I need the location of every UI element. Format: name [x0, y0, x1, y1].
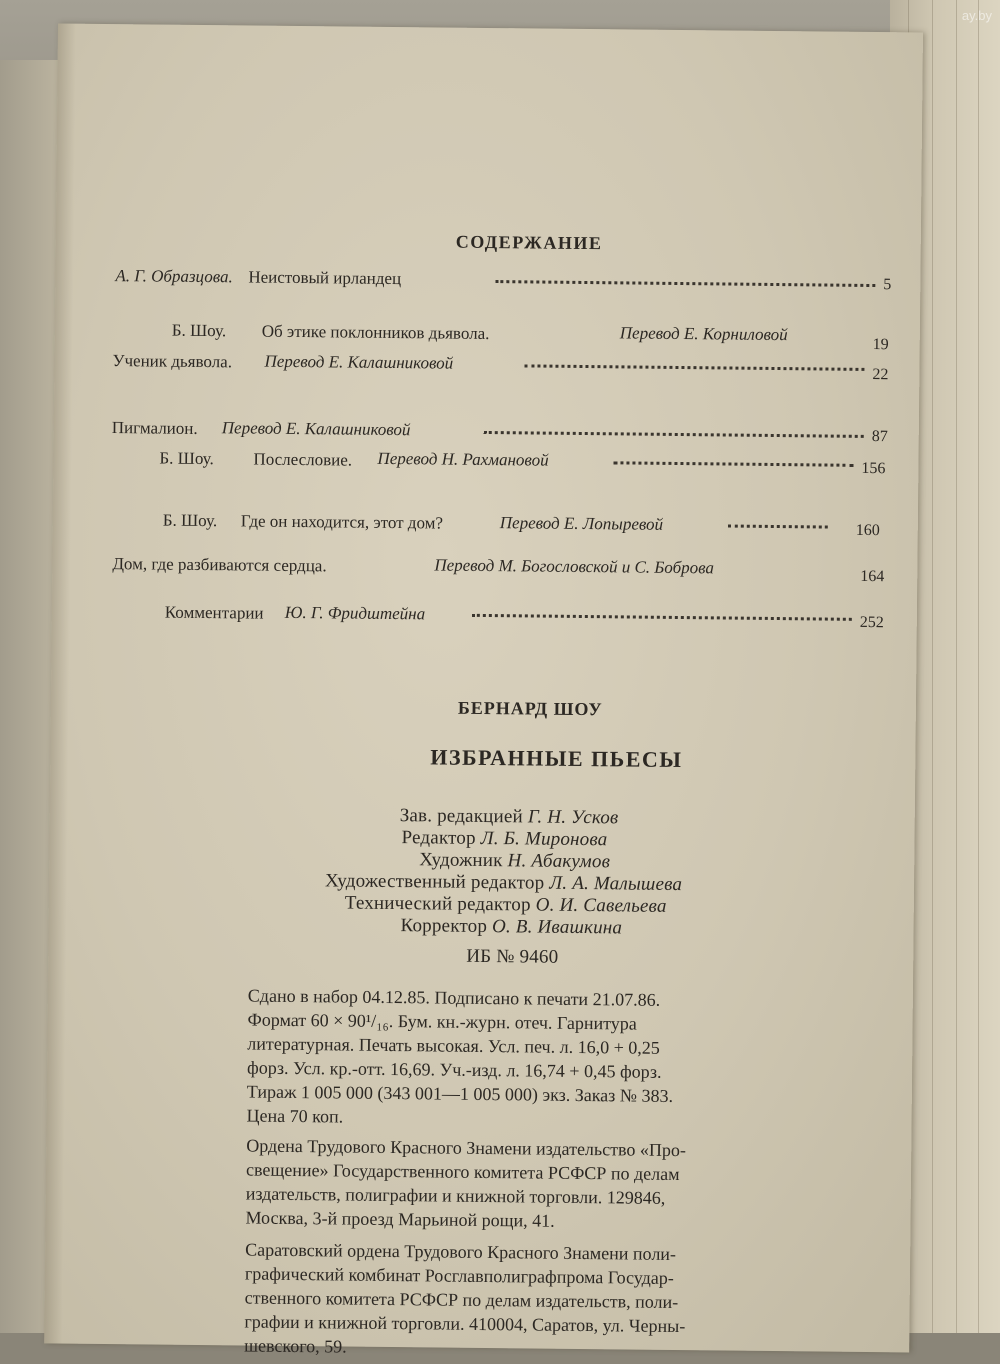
toc-entry-author: А. Г. Образцова. — [115, 266, 233, 287]
credit-role: Художник — [419, 849, 503, 872]
printer-line: графический комбинат Росглавполиграфпрома Государ- — [244, 1263, 674, 1288]
credit-role: Технический редактор — [344, 892, 531, 916]
print-details-line: форз. Усл. кр.-отт. 16,69. Уч.-изд. л. 16,74 + 0,45 форз. — [246, 1057, 662, 1082]
toc-entry-page: 19 — [872, 336, 889, 354]
credit-line — [345, 893, 667, 918]
print-details-line: Тираж 1 005 000 (343 001—1 005 000) экз. Заказ № 383. — [246, 1081, 674, 1106]
contents-heading: СОДЕРЖАНИЕ — [455, 231, 603, 254]
publisher-info — [245, 1134, 686, 1235]
print-details-line: Формат 60 × 90¹/₁₆. Бум. кн.-журн. отеч. Гарнитура — [247, 1009, 637, 1034]
book-author: БЕРНАРД ШОУ — [457, 697, 603, 720]
publisher-line: Москва, 3-й проезд Марьиной рощи, 41. — [245, 1207, 555, 1231]
book-title: ИЗБРАННЫЕ ПЬЕСЫ — [430, 744, 683, 773]
book-page — [44, 23, 923, 1357]
toc-entry-translator: Перевод Е. Лопыревой — [499, 513, 664, 534]
credit-name: Л. Б. Миронова — [480, 827, 608, 851]
toc-entry-translator: Перевод Е. Корниловой — [619, 323, 788, 345]
publisher-line: издательств, полиграфии и книжной торговли. 129846, — [245, 1183, 666, 1208]
toc-entry-translator: Перевод Н. Рахмановой — [377, 448, 549, 470]
toc-entry-author: Б. Шоу. — [162, 510, 218, 531]
toc-leader — [495, 280, 875, 287]
toc-entry-translator: Перевод Е. Калашниковой — [264, 351, 454, 373]
credit-line — [400, 805, 619, 829]
toc-entry-author: Б. Шоу. — [171, 320, 227, 341]
printer-line: ственного комитета РСФСР по делам издательств, поли- — [244, 1287, 679, 1313]
toc-entry-title: Послесловие. — [253, 449, 353, 470]
toc-entry-page: 156 — [861, 459, 886, 478]
print-details-line: Цена 70 коп. — [246, 1105, 344, 1127]
print-details-line: Сдано в набор 04.12.85. Подписано к печати 21.07.86. — [247, 985, 661, 1010]
site-watermark: ay.by — [961, 8, 992, 23]
toc-leader — [524, 364, 864, 371]
toc-entry-page: 5 — [883, 276, 892, 294]
ib-number: ИБ № 9460 — [466, 945, 559, 968]
credit-name: О. И. Савельева — [535, 894, 667, 917]
credit-name: Н. Абакумов — [507, 850, 611, 873]
toc-entry-translator: Ю. Г. Фридштейна — [284, 602, 426, 624]
toc-entry-title: Пигмалион. — [111, 418, 198, 438]
credit-line — [400, 915, 622, 939]
toc-entry-title: Ученик дьявола. — [112, 351, 233, 372]
credit-name: О. В. Ивашкина — [491, 916, 623, 939]
credit-name: Г. Н. Усков — [527, 806, 619, 829]
toc-leader — [728, 525, 828, 529]
toc-leader — [613, 461, 853, 467]
credit-role: Зав. редакцией — [399, 805, 524, 828]
toc-entry-page: 164 — [860, 567, 885, 586]
toc-entry-title: Комментарии — [164, 602, 264, 623]
toc-entry-page: 87 — [871, 428, 888, 446]
printer-line: шевского, 59. — [244, 1335, 347, 1357]
toc-leader — [472, 614, 852, 621]
toc-entry-translator: Перевод Е. Калашниковой — [221, 418, 411, 440]
toc-entry-page: 22 — [872, 366, 889, 384]
toc-entry-title: Дом, где разбиваются сердца. — [112, 554, 327, 576]
toc-entry-title: Неистовый ирландец — [248, 267, 402, 289]
toc-entry-author: Б. Шоу. — [159, 448, 214, 469]
toc-entry-page: 160 — [855, 521, 880, 540]
print-details-line: литературная. Печать высокая. Усл. печ. л. 16,0 + 0,25 — [247, 1033, 660, 1058]
credit-role: Художественный редактор — [324, 870, 545, 894]
credit-line — [419, 849, 610, 873]
toc-entry-translator: Перевод М. Богословской и С. Боброва — [434, 555, 715, 578]
credit-name: Л. А. Малышева — [549, 872, 683, 896]
credit-role: Редактор — [401, 827, 476, 849]
toc-leader — [484, 431, 864, 438]
toc-entry-page: 252 — [859, 613, 884, 632]
credit-line — [401, 827, 607, 851]
printer-line: Саратовский ордена Трудового Красного Знамени поли- — [245, 1239, 677, 1265]
publisher-line: свещение» Государственного комитета РСФСР по делам — [245, 1159, 680, 1185]
print-details — [246, 984, 674, 1132]
credit-role: Корректор — [400, 915, 488, 938]
printer-line: графии и книжной торговли. 410004, Саратов, ул. Черны- — [244, 1311, 686, 1337]
printer-info — [244, 1237, 686, 1362]
toc-entry-title: Об этике поклонников дьявола. — [261, 321, 490, 344]
publisher-line: Ордена Трудового Красного Знамени издательство «Про- — [246, 1135, 687, 1161]
toc-entry-title: Где он находится, этот дом? — [240, 511, 444, 533]
